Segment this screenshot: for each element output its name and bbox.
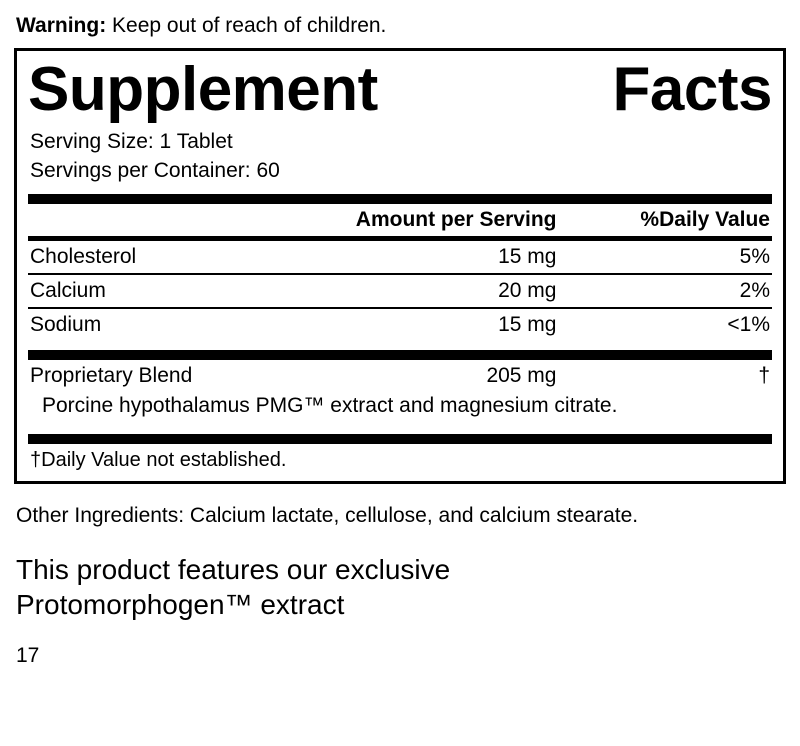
- nutrient-name: Sodium: [30, 312, 102, 336]
- nutrition-table: [28, 204, 772, 236]
- feature-line-2: Protomorphogen™ extract: [16, 588, 345, 620]
- warning-statement: [14, 0, 786, 38]
- nutrient-daily-value: 5%: [636, 241, 772, 274]
- nutrient-daily-value: <1%: [727, 312, 770, 336]
- nutrient-amount: 20 mg: [337, 274, 636, 308]
- rule-below-blend: [28, 434, 772, 444]
- header-daily-value: %Daily Value: [640, 207, 770, 231]
- nutrient-rows: [28, 241, 772, 341]
- header-amount-per-serving: Amount per Serving: [355, 207, 557, 231]
- blend-daily-value: †: [758, 363, 770, 387]
- nutrient-daily-value: 2%: [636, 274, 772, 308]
- feature-statement: [14, 552, 786, 622]
- proprietary-blend-table: [28, 360, 772, 392]
- warning-label: Warning:: [16, 14, 107, 37]
- panel-title-word-facts: Facts: [612, 55, 772, 125]
- serving-size: Serving Size: 1 Tablet: [30, 130, 233, 154]
- rule-thick-top: [28, 194, 772, 204]
- servings-per-container: Servings per Container: 60: [30, 158, 280, 182]
- supplement-facts-panel: [14, 48, 786, 484]
- table-row: [28, 308, 772, 341]
- blend-name: Proprietary Blend: [30, 363, 193, 387]
- table-row: [28, 241, 772, 274]
- table-header-row: [28, 204, 772, 236]
- table-row: [28, 360, 772, 392]
- feature-line-1: This product features our exclusive: [16, 553, 451, 585]
- daily-value-footnote: †Daily Value not established.: [30, 449, 287, 472]
- blend-description: Porcine hypothalamus PMG™ extract and magnesium citrate.: [42, 393, 618, 417]
- blend-amount: 205 mg: [486, 363, 557, 387]
- page-number: 17: [16, 643, 40, 667]
- header-nutrient: [28, 204, 337, 236]
- warning-text: Keep out of reach of children.: [106, 14, 387, 37]
- nutrient-amount: 15 mg: [498, 312, 557, 336]
- other-ingredients: Other Ingredients: Calcium lactate, cellulose, and calcium stearate.: [16, 504, 639, 528]
- table-row: [28, 274, 772, 308]
- nutrient-name: Calcium: [28, 274, 337, 308]
- panel-title-word-supplement: Supplement: [28, 55, 378, 125]
- panel-title: [28, 55, 772, 125]
- nutrient-amount: 15 mg: [337, 241, 636, 274]
- nutrient-name: Cholesterol: [28, 241, 337, 274]
- rule-above-blend: [28, 350, 772, 360]
